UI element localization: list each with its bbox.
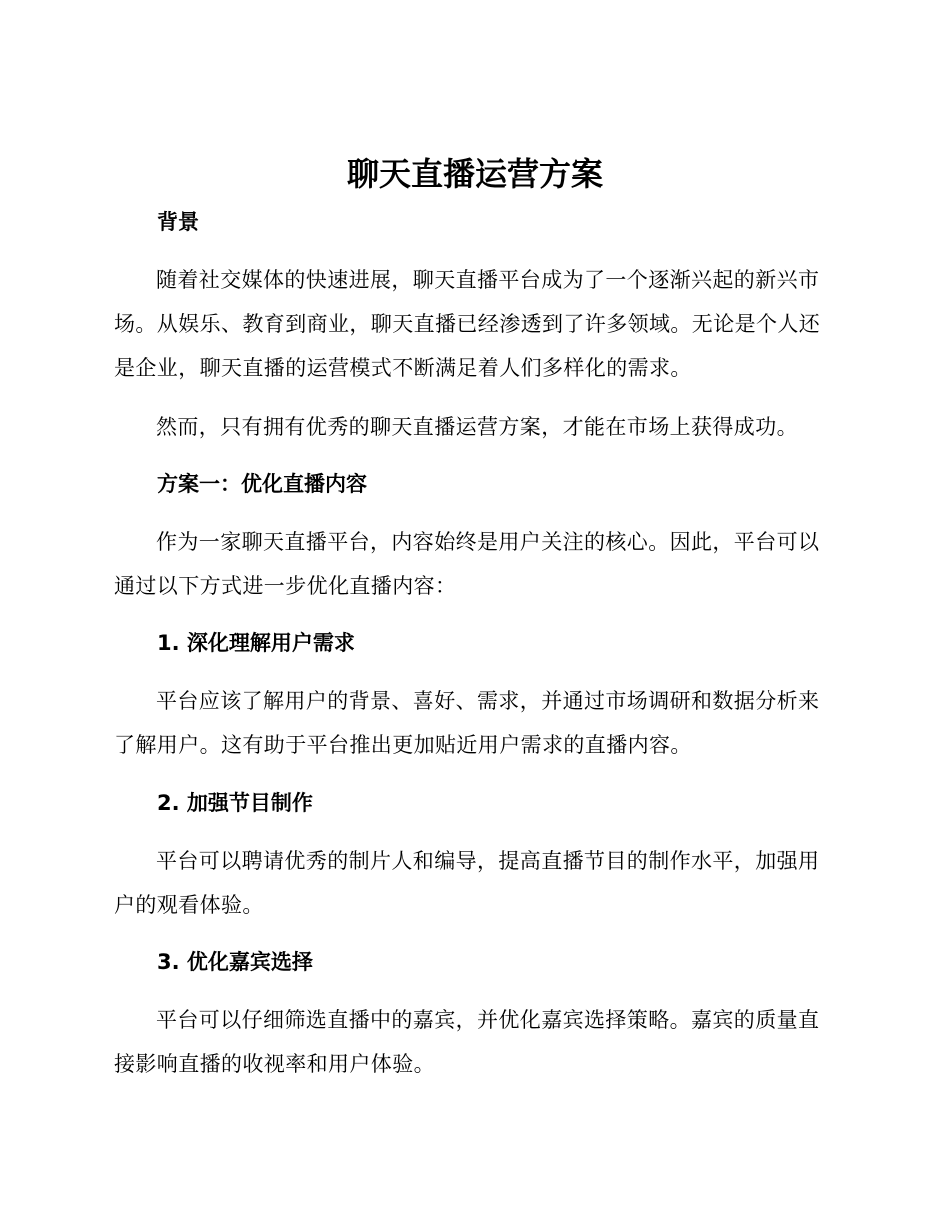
section-heading-production: 2. 加强节目制作 (157, 791, 313, 815)
section-heading-user-needs: 1. 深化理解用户需求 (157, 631, 355, 655)
paragraph-line: 随着社交媒体的快速进展，聊天直播平台成为了一个逐渐兴起的新兴市 (156, 268, 820, 292)
paragraph-guests (114, 998, 834, 1086)
paragraph-background-intro (114, 258, 834, 390)
paragraph-line: 接影响直播的收视率和用户体验。 (114, 1052, 435, 1076)
section-heading-guests: 3. 优化嘉宾选择 (157, 950, 313, 974)
paragraph-line: 户的观看体验。 (114, 893, 264, 917)
paragraph-line: 是企业，聊天直播的运营模式不断满足着人们多样化的需求。 (114, 356, 692, 380)
paragraph-line: 场。从娱乐、教育到商业，聊天直播已经渗透到了许多领域。无论是个人还 (114, 312, 821, 336)
document-title: 聊天直播运营方案 (346, 155, 603, 193)
section-heading-plan-one: 方案一：优化直播内容 (157, 472, 367, 496)
paragraph-line: 平台可以仔细筛选直播中的嘉宾，并优化嘉宾选择策略。嘉宾的质量直 (156, 1008, 820, 1032)
paragraph-background-conclusion (114, 405, 834, 449)
paragraph-plan-one (114, 520, 834, 608)
paragraph-line: 平台可以聘请优秀的制片人和编导，提高直播节目的制作水平，加强用 (156, 849, 820, 873)
paragraph-line: 通过以下方式进一步优化直播内容： (114, 574, 457, 598)
paragraph-line: 作为一家聊天直播平台，内容始终是用户关注的核心。因此，平台可以 (156, 530, 820, 554)
paragraph-production (114, 839, 834, 927)
paragraph-line: 平台应该了解用户的背景、喜好、需求，并通过市场调研和数据分析来 (156, 689, 820, 713)
section-heading-background: 背景 (157, 210, 199, 234)
paragraph-line: 然而，只有拥有优秀的聊天直播运营方案，才能在市场上获得成功。 (156, 415, 798, 439)
paragraph-line: 了解用户。这有助于平台推出更加贴近用户需求的直播内容。 (114, 733, 692, 757)
paragraph-user-needs (114, 679, 834, 767)
